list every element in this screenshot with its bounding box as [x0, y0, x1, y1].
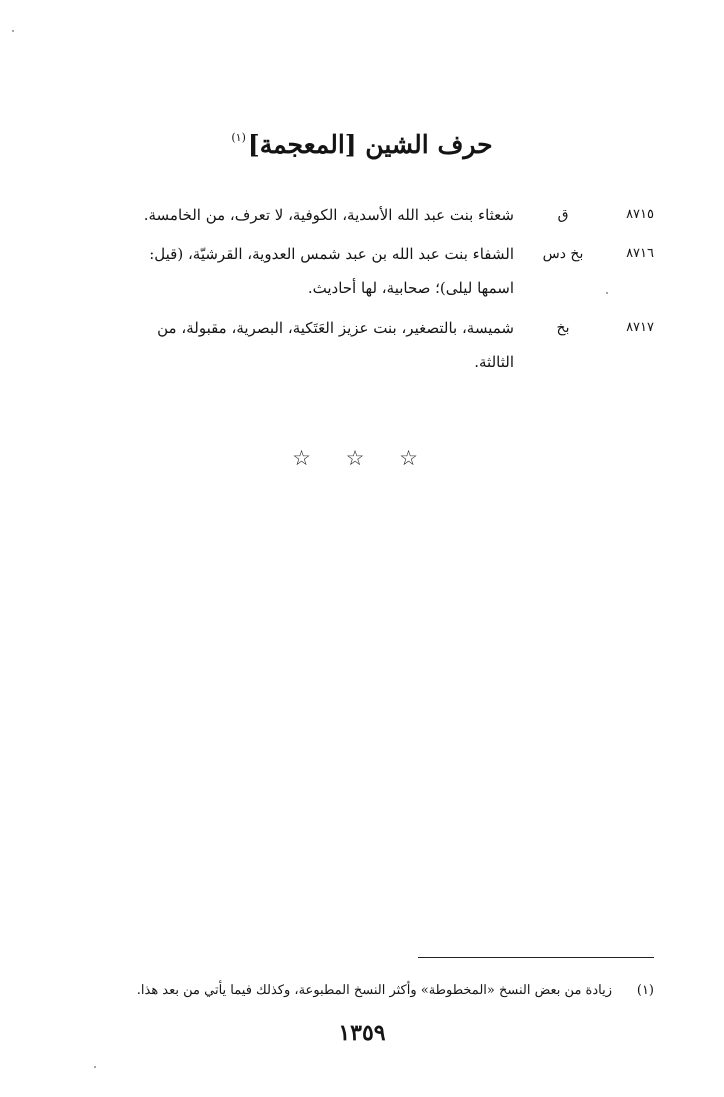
entry-text-line: شميسة، بالتصغير، بنت عزيز العَتَكية، البصرية، مقبولة، من: [157, 319, 514, 337]
entry-text-line: الشفاء بنت عبد الله بن عبد شمس العدوية، القرشيّة، (قيل:: [149, 245, 514, 263]
entry-number: ٨٧١٧: [626, 320, 654, 335]
scan-speck: [94, 1066, 96, 1068]
entry-number: ٨٧١٥: [626, 207, 654, 222]
entry-text-line: الثالثة.: [474, 353, 514, 371]
chapter-heading: [0, 118, 724, 165]
footnote-divider: [418, 957, 654, 958]
entry-text-line: اسمها ليلى)؛ صحابية، لها أحاديث.: [307, 279, 514, 297]
page-number: ١٣٥٩: [338, 1020, 386, 1046]
section-separator: ☆ ☆ ☆: [292, 446, 432, 470]
footnote-text: زيادة من بعض النسخ «المخطوطة» وأكثر النسخ المطبوعة، وكذلك فيما يأتي من بعد هذا.: [136, 983, 612, 998]
scan-speck: [606, 292, 608, 294]
entry-sigla: بخ: [556, 320, 570, 336]
footnote-mark: (١): [636, 983, 654, 998]
scan-speck: [12, 30, 14, 32]
chapter-title: حرف الشين [المعجمة]: [247, 130, 493, 159]
entry-sigla: بخ دس: [542, 246, 584, 262]
footnote-reference: (١): [231, 131, 246, 144]
entry-sigla: ق: [557, 207, 569, 223]
entry-text-line: شعثاء بنت عبد الله الأسدية، الكوفية، لا تعرف، من الخامسة.: [143, 206, 514, 224]
entry-number: ٨٧١٦: [626, 246, 654, 261]
